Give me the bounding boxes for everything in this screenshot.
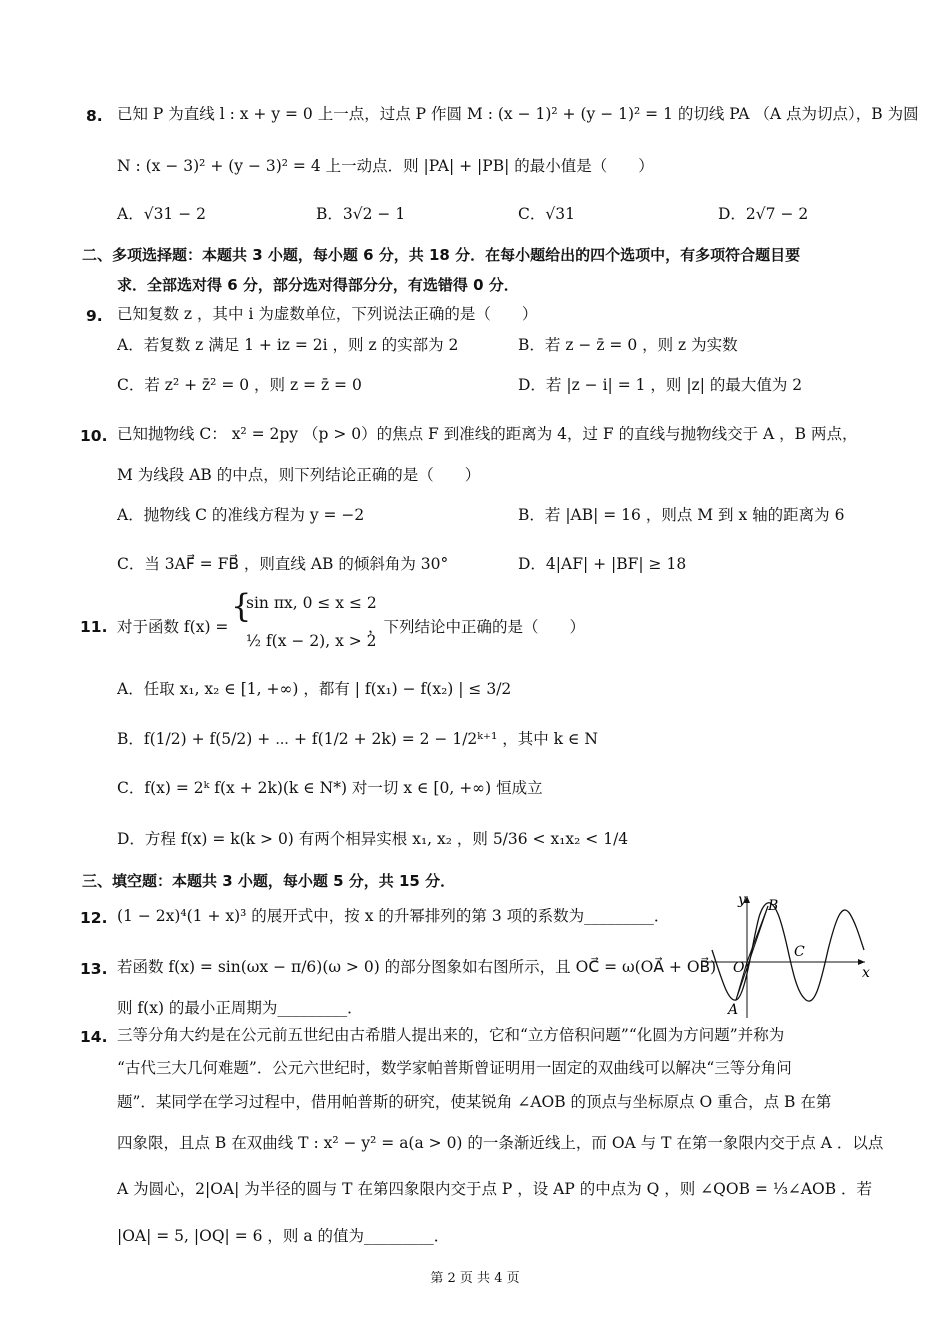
question-11-number: 11. (80, 618, 108, 636)
question-13-stem-line1: 若函数 f(x) = sin(ωx − π/6)(ω > 0) 的部分图象如右图所示，且 OC⃗ = ω(OA⃗ + OB⃗) (117, 958, 717, 976)
question-10-stem-line2: M 为线段 AB 的中点，则下列结论正确的是（ ） (117, 466, 481, 484)
question-8-option-c: C．√31 (518, 205, 575, 223)
question-8-stem-line1: 已知 P 为直线 l : x + y = 0 上一点，过点 P 作圆 M : (x − 1)² + (y − 1)² = 1 的切线 PA （A 点为切点），B 为圆 (117, 105, 919, 123)
question-12-number: 12. (80, 909, 108, 927)
question-9-option-c: C．若 z² + z̄² = 0 ，则 z = z̄ = 0 (117, 376, 362, 394)
section-2-heading-line1: 二、多项选择题：本题共 3 小题，每小题 6 分，共 18 分．在每小题给出的四个选项中，有多项符合题目要 (82, 246, 801, 264)
question-8-number: 8. (86, 107, 103, 125)
question-11-stem-prefix: 对于函数 f(x) = (117, 618, 229, 636)
question-13-number: 13. (80, 960, 108, 978)
question-12-stem: (1 − 2x)⁴(1 + x)³ 的展开式中，按 x 的升幂排列的第 3 项的系数为_________． (117, 907, 670, 925)
piecewise-brace: { (231, 587, 252, 625)
sine-graph-figure (700, 890, 875, 1020)
question-8-option-a: A．√31 − 2 (117, 205, 206, 223)
question-11-option-b: B．f(1/2) + f(5/2) + ⋯ + f(1/2 + 2k) = 2 − 1/2ᵏ⁺¹ ，其中 k ∈ N (117, 730, 598, 748)
question-8-option-d: D．2√7 − 2 (718, 205, 809, 223)
question-9-option-d: D．若 |z − i| = 1 ，则 |z| 的最大值为 2 (518, 376, 803, 394)
segment-ab (736, 906, 768, 1000)
question-10-option-c: C．当 3AF⃗ = FB⃗ ，则直线 AB 的倾斜角为 30° (117, 555, 449, 573)
question-11-option-d: D．方程 f(x) = k(k > 0) 有两个相异实根 x₁, x₂ ，则 5/36 < x₁x₂ < 1/4 (117, 830, 629, 848)
sine-curve (712, 903, 864, 1001)
question-11-option-a: A．任取 x₁, x₂ ∈ [1, +∞) ，都有 | f(x₁) − f(x₂) | ≤ 3/2 (117, 680, 512, 698)
question-11-case-1: sin πx, 0 ≤ x ≤ 2 (246, 594, 377, 612)
question-11-stem-suffix: ，下列结论中正确的是（ ） (368, 618, 586, 636)
page-footer: 第 2 页 共 4 页 (430, 1271, 520, 1286)
question-11-option-c: C．f(x) = 2ᵏ f(x + 2k)(k ∈ N*) 对一切 x ∈ [0, +∞) 恒成立 (117, 779, 543, 797)
question-14-number: 14. (80, 1028, 108, 1046)
question-9-number: 9. (86, 307, 103, 325)
question-9-stem: 已知复数 z ，其中 i 为虚数单位，下列说法正确的是（ ） (117, 305, 538, 323)
x-axis-label: x (862, 965, 870, 981)
question-8-option-b: B．3√2 − 1 (316, 205, 406, 223)
y-axis-label: y (738, 892, 746, 908)
question-9-option-b: B．若 z − z̄ = 0 ，则 z 为实数 (518, 336, 738, 354)
question-14-line-2: “古代三大几何难题”．公元六世纪时，数学家帕普斯曾证明用一固定的双曲线可以解决“三等分角问 (117, 1059, 792, 1077)
question-14-line-3: 题”．某同学在学习过程中，借用帕普斯的研究，使某锐角 ∠AOB 的顶点与坐标原点 O 重合，点 B 在第 (117, 1093, 832, 1111)
question-14-line-4: 四象限，且点 B 在双曲线 T : x² − y² = a(a > 0) 的一条渐近线上，而 OA 与 T 在第一象限内交于点 A ．以点 (117, 1134, 884, 1152)
question-10-stem-line1: 已知抛物线 C： x² = 2py （p > 0）的焦点 F 到准线的距离为 4，过 F 的直线与抛物线交于 A ，B 两点， (117, 425, 858, 443)
section-3-heading: 三、填空题：本题共 3 小题，每小题 5 分，共 15 分． (82, 872, 456, 890)
question-14-line-5: A 为圆心，2|OA| 为半径的圆与 T 在第四象限内交于点 P ，设 AP 的中点为 Q ，则 ∠QOB = ⅓∠AOB ．若 (117, 1180, 873, 1198)
question-10-option-b: B．若 |AB| = 16 ，则点 M 到 x 轴的距离为 6 (518, 506, 845, 524)
question-14-line-1: 三等分角大约是在公元前五世纪由古希腊人提出来的，它和“立方倍积问题”“化圆为方问题”并称为 (117, 1026, 785, 1044)
question-9-option-a: A．若复数 z 满足 1 + iz = 2i ，则 z 的实部为 2 (117, 336, 459, 354)
point-c-label: C (794, 944, 805, 960)
question-14-line-6: |OA| = 5, |OQ| = 6 ，则 a 的值为_________． (117, 1227, 450, 1245)
question-10-option-d: D．4|AF| + |BF| ≥ 18 (518, 555, 687, 573)
section-2-heading-line2: 求．全部选对得 6 分，部分选对得部分分，有选错得 0 分． (117, 276, 519, 294)
origin-label: O (733, 960, 745, 976)
point-a-label: A (728, 1002, 739, 1018)
question-10-number: 10. (80, 427, 108, 445)
point-b-label: B (768, 898, 779, 914)
question-8-stem-line2: N : (x − 3)² + (y − 3)² = 4 上一动点．则 |PA| + |PB| 的最小值是（ ） (117, 157, 654, 175)
question-13-stem-line2: 则 f(x) 的最小正周期为_________． (117, 999, 363, 1017)
question-11-case-2: ½ f(x − 2), x > 2 (246, 632, 377, 650)
question-10-option-a: A．抛物线 C 的准线方程为 y = −2 (117, 506, 365, 524)
